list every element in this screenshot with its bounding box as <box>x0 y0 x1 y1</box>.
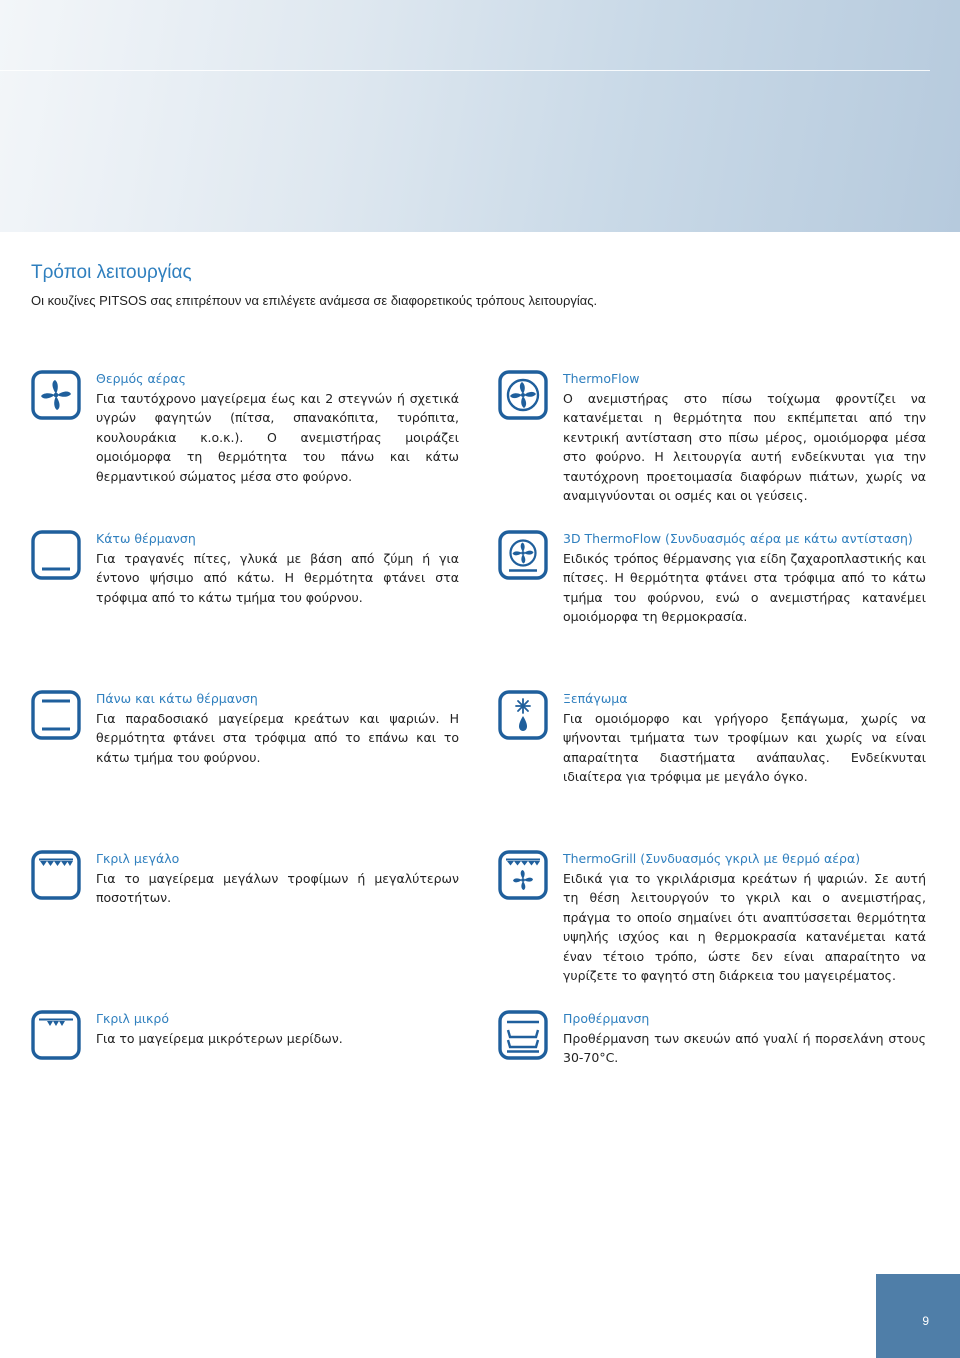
mode-description: Για τραγανές πίτες, γλυκά με βάση από ζύμη ή για έντονο ψήσιμο από κάτω. Η θερμότητα φτάνει στα τρόφιμα από το κάτω τμήμα του φούρνου. <box>96 550 459 605</box>
mode-description: Ειδικός τρόπος θέρμανσης για είδη ζαχαροπλαστικής και πίτσες. Η θερμότητα φτάνει στα τρόφιμα από το κάτω τμήμα του φούρνου, ενώ ο ανεμιστήρας κατανέμει ομοιόμορφα τη θερμοκρασία. <box>563 550 926 624</box>
defrost-icon <box>498 690 548 740</box>
mode-title: Θερμός αέρας <box>96 371 186 386</box>
header-divider <box>0 70 930 71</box>
mode-title: ThermoFlow <box>563 371 640 386</box>
mode-title: Προθέρμανση <box>563 1011 650 1026</box>
mode-description: Προθέρμανση των σκευών από γυαλί ή πορσελάνη στους 30-70°C. <box>563 1030 926 1065</box>
mode-title: Πάνω και κάτω θέρμανση <box>96 691 258 706</box>
mode-description: Για το μαγείρεμα μεγάλων τροφίμων ή μεγαλύτερων ποσοτήτων. <box>96 870 459 905</box>
page-corner-tab <box>876 1274 960 1358</box>
page-number: 9 <box>922 1314 929 1328</box>
mode-title: Κάτω θέρμανση <box>96 531 196 546</box>
header-banner <box>0 0 960 232</box>
circular-fan-bottom-heat-icon <box>498 530 548 580</box>
mode-title: Γκριλ μικρό <box>96 1011 169 1026</box>
mode-title: Ξεπάγωμα <box>563 691 628 706</box>
thermogrill-icon <box>498 850 548 900</box>
mode-description: Για ομοιόμορφο και γρήγορο ξεπάγωμα, χωρίς να ψήνονται τμήματα των τροφίμων και χωρίς να είναι απαραίτητα διαστήματα ανάπαυλας. Ενδείκνυται ιδιαίτερα για τρόφιμα με μεγάλο όγκο. <box>563 710 926 784</box>
mode-description: Για παραδοσιακό μαγείρεμα κρεάτων και ψαριών. Η θερμότητα φτάνει στα τρόφιμα από το επάνω και το κάτω τμήμα του φούρνου. <box>96 710 459 765</box>
mode-description: Για το μαγείρεμα μικρότερων μερίδων. <box>96 1030 343 1046</box>
section-title: Τρόποι λειτουργίας <box>31 262 192 283</box>
mode-title: 3D ThermoFlow (Συνδυασμός αέρα με κάτω αντίσταση) <box>563 531 913 546</box>
mode-title: Γκριλ μεγάλο <box>96 851 180 866</box>
top-bottom-heat-icon <box>31 690 81 740</box>
section-intro: Οι κουζίνες PITSOS σας επιτρέπουν να επιλέγετε ανάμεσα σε διαφορετικούς τρόπους λειτουργίας. <box>31 293 598 308</box>
large-grill-icon <box>31 850 81 900</box>
preheat-dishes-icon <box>498 1010 548 1060</box>
mode-description: Ειδικά για το γκριλάρισμα κρεάτων ή ψαριών. Σε αυτή τη θέση λειτουργούν το γκριλ και ο ανεμιστήρας, πράγμα το οποίο σημαίνει ότι αναπτύσσεται θερμότητα υψηλής ισχύος και η θερμοκρασία κατανέμεται κατά έναν τέτοιο τρόπο, ώστε δεν είναι απαραίτητο να γυρίζετε το φαγητό στη διάρκεια του μαγειρέματος. <box>563 870 926 983</box>
bottom-heat-icon <box>31 530 81 580</box>
circular-fan-icon <box>498 370 548 420</box>
mode-description: Για ταυτόχρονο μαγείρεμα έως και 2 στεγνών ή σχετικά υγρών φαγητών (πίτσα, σπανακόπιτα, τυρόπιτα, κουλουράκια κ.ο.κ.). Ο ανεμιστήρας μοιράζει ομοιόμορφα τη θερμότητα του πάνω και κάτω θερμαντικού σώματος μέσα στο φούρνο. <box>96 390 459 484</box>
small-grill-icon <box>31 1010 81 1060</box>
fan-icon <box>31 370 81 420</box>
mode-title: ThermoGrill (Συνδυασμός γκριλ με θερμό αέρα) <box>563 851 861 866</box>
mode-description: Ο ανεμιστήρας στο πίσω τοίχωμα φροντίζει να κατανέμεται η θερμότητα που εκπέμπεται από την κεντρική αντίσταση στο πίσω μέρος, ομοιόμορφα μέσα στο φούρνο. Η λειτουργία αυτή ενδείκνυται για την ταυτόχρονη προετοιμασία διαφόρων πιάτων, χωρίς να αναμιγνύονται οι οσμές και οι γεύσεις. <box>563 390 926 503</box>
